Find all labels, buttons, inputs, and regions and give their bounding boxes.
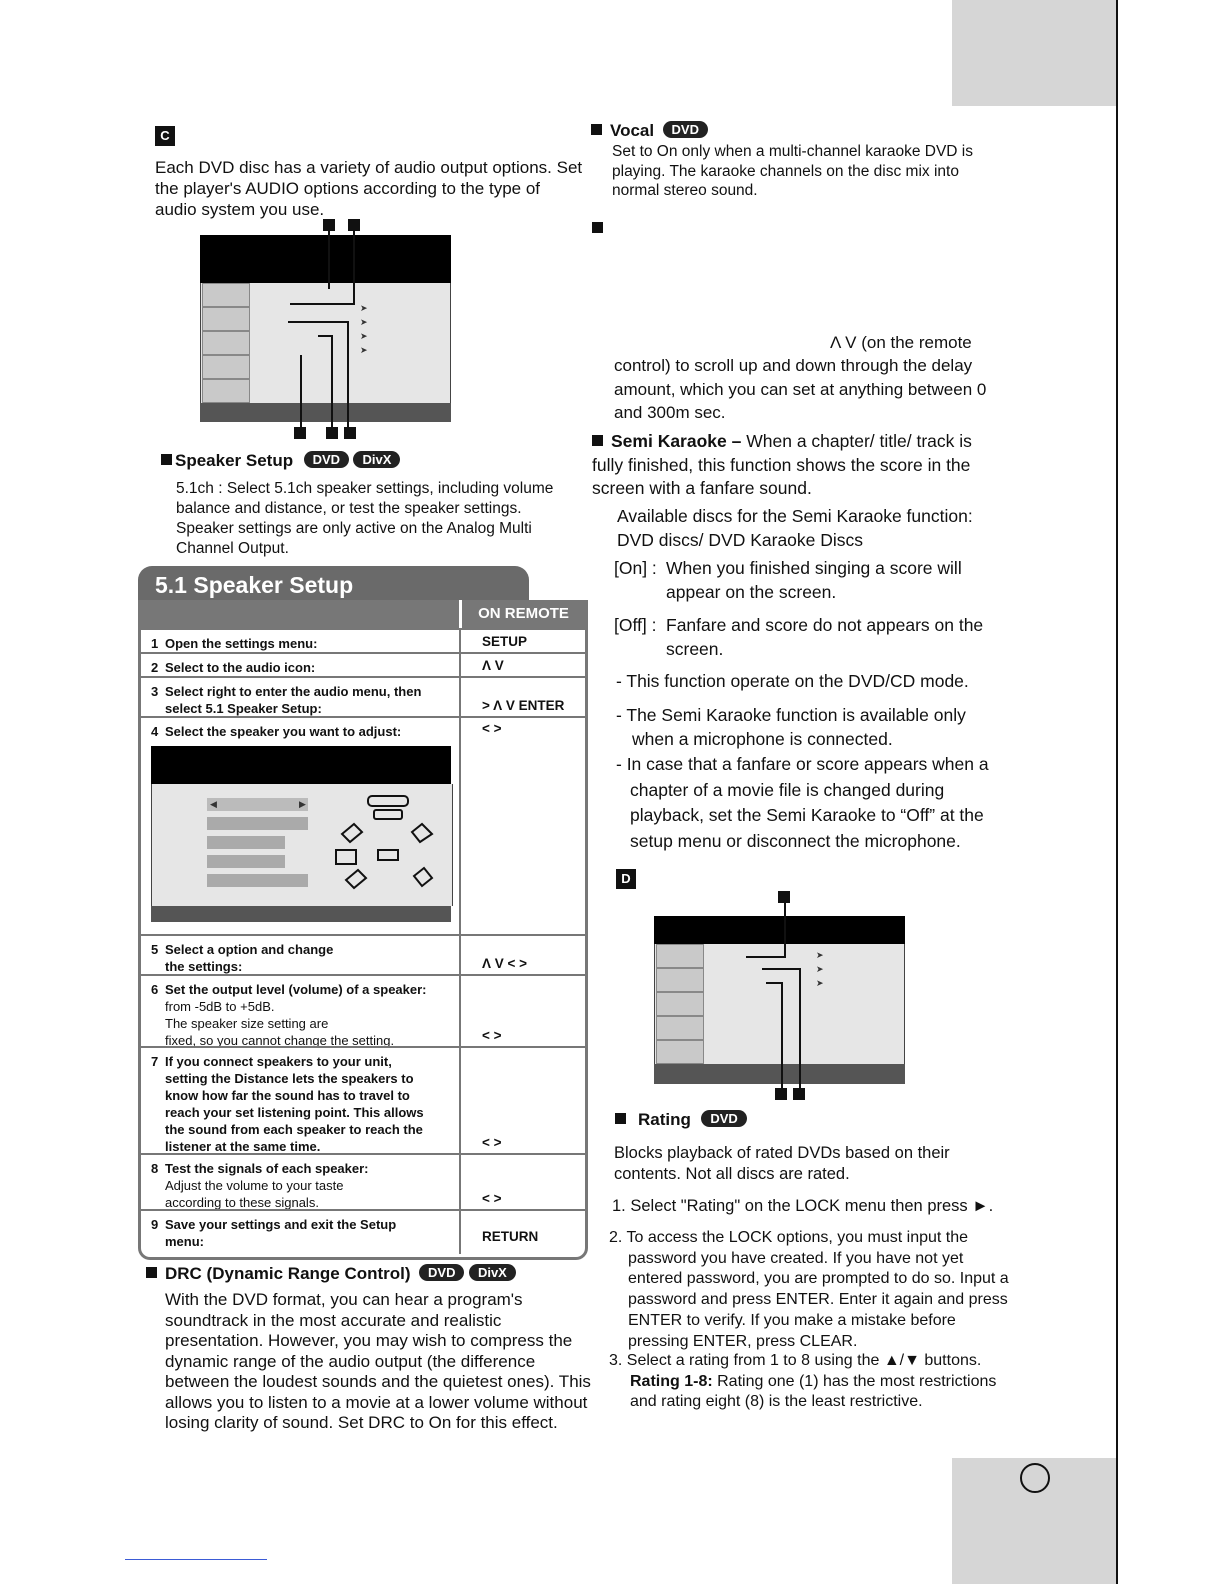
others-icon — [656, 1040, 704, 1064]
callout-marker — [778, 891, 790, 903]
callout-marker — [323, 219, 335, 231]
audio-icon — [202, 283, 250, 307]
av-sync-line1: Λ V (on the remote — [830, 333, 972, 352]
callout-marker — [326, 427, 338, 439]
semi-karaoke-lead: When a chapter/ title/ track is fully finished, this function shows the score in the screen with a fanfare sound. — [592, 431, 972, 498]
semi-karaoke-off: [Off] : Fanfare and score do not appears on the screen. — [614, 615, 984, 659]
rating-step3: 3. Select a rating from 1 to 8 using the ▲/▼ buttons. Rating 1-8: Rating one (1) has the most restrictions and rating eight (8) is the least restrictive. — [609, 1352, 997, 1410]
rating-body: Blocks playback of rated DVDs based on their contents. Not all discs are rated. — [614, 1144, 950, 1183]
table-row: 2 Select to the audio icon: Λ V — [141, 652, 585, 676]
drc-title: DRC (Dynamic Range Control) — [165, 1264, 411, 1283]
section-letter-c: C — [155, 126, 175, 146]
speaker-setup-table — [138, 600, 588, 1260]
audio-icon — [656, 944, 704, 968]
table-row: 7 If you connect speakers to your unit, setting the Distance lets the speakers to know how far the sound has to travel to reach your set listening point. This allows the sound from each speaker to reach the listener at the same time. < > — [141, 1046, 585, 1153]
vocal-heading — [591, 121, 951, 141]
dvd-badge: DVD — [419, 1264, 464, 1281]
semi-karaoke-note1: - This function operate on the DVD/CD mode. — [616, 671, 969, 691]
vocal-title: Vocal — [610, 121, 655, 140]
drc-body: With the DVD format, you can hear a program's soundtrack in the most accurate and realistic presentation. However, you may wish to compress the dynamic range of the audio output (the difference between the loudest sounds and the quietest ones). This allows you to listen to a movie at a lower volume without losing clarity of sound. Set DRC to On for this effect. — [165, 1290, 591, 1432]
semi-karaoke-on: [On] : When you finished singing a score will appear on the screen. — [614, 558, 962, 602]
section-letter-d: D — [616, 869, 636, 889]
audio-intro: Each DVD disc has a variety of audio output options. Set the player's AUDIO options according to the type of audio system you use. — [155, 158, 583, 219]
table-row: 6 Set the output level (volume) of a speaker: from -5dB to +5dB. The speaker size setting are fixed, so you cannot change the setting. < > — [141, 974, 585, 1046]
speaker-screen-header — [151, 746, 451, 784]
speaker-setup-heading — [161, 451, 461, 471]
drc-heading — [146, 1264, 586, 1284]
callout-marker — [793, 1088, 805, 1100]
footer-rule — [125, 1559, 267, 1560]
speaker-setup-body: 5.1ch : Select 5.1ch speaker settings, including volume balance and distance, or test the speaker settings. Speaker settings are only active on the Analog Multi Channel Output. — [176, 480, 554, 557]
on-remote-header: ON REMOTE — [459, 600, 585, 628]
lock-icon — [202, 355, 250, 379]
divx-badge: DivX — [469, 1264, 516, 1281]
table-title: 5.1 Speaker Setup — [138, 566, 529, 604]
rating-title: Rating — [638, 1110, 691, 1129]
page-number-circle — [1020, 1463, 1050, 1493]
sidebar-tab-top — [952, 0, 1117, 106]
display-icon — [656, 968, 704, 992]
lock-menu-diagram: ➤ ➤ ➤ — [654, 916, 905, 1084]
semi-karaoke-title: Semi Karaoke — [611, 431, 727, 451]
language-icon — [656, 992, 704, 1016]
av-sync-body: control) to scroll up and down through the delay amount, which you can set at anything between 0 and 300m sec. — [614, 356, 987, 422]
rating-step2: 2. To access the LOCK options, you must input the password you have created. If you have not yet entered password, you are prompted to do so. Input a password and press ENTER. Enter it again and press ENTER to verify. If you make a mistake before pressing ENTER, press CLEAR. — [609, 1229, 1009, 1350]
divx-badge: DivX — [353, 451, 400, 468]
callout-marker — [294, 427, 306, 439]
table-row: 3 Select right to enter the audio menu, then select 5.1 Speaker Setup: > Λ V ENTER — [141, 676, 585, 716]
table-row: 9 Save your settings and exit the Setup menu: RETURN — [141, 1209, 585, 1254]
callout-marker — [344, 427, 356, 439]
table-row: 8 Test the signals of each speaker: Adjust the volume to your taste according to these signals. < > — [141, 1153, 585, 1209]
rating-step1: 1. Select "Rating" on the LOCK menu then press ►. — [612, 1197, 994, 1215]
dvd-badge: DVD — [663, 121, 708, 138]
semi-karaoke-note3: - In case that a fanfare or score appears when a chapter of a movie file is changed during playback, set the Semi Karaoke to “Off” at the setup menu or disconnect the microphone. — [616, 754, 989, 851]
dvd-badge: DVD — [701, 1110, 746, 1127]
language-icon — [202, 331, 250, 355]
semi-karaoke-section: Semi Karaoke – When a chapter/ title/ track is fully finished, this function shows the score in the screen with a fanfare sound. — [592, 431, 972, 498]
callout-marker — [775, 1088, 787, 1100]
display-icon — [202, 307, 250, 331]
speaker-screen: ◀ ▶ — [151, 784, 453, 906]
others-icon — [202, 379, 250, 403]
speaker-setup-title: Speaker Setup — [175, 451, 294, 470]
table-row: 5 Select a option and change the settings: Λ V < > — [141, 934, 585, 974]
page-edge-line — [1116, 0, 1118, 1584]
audio-menu-diagram: ➤ ➤ ➤ ➤ — [200, 235, 451, 422]
av-sync-bullet — [592, 222, 603, 233]
semi-karaoke-available: Available discs for the Semi Karaoke function: DVD discs/ DVD Karaoke Discs — [617, 506, 973, 550]
vocal-body: Set to On only when a multi-channel karaoke DVD is playing. The karaoke channels on the disc mix into normal stereo sound. — [612, 143, 973, 199]
lock-icon — [656, 1016, 704, 1040]
speaker-layout-icon — [332, 792, 442, 892]
dvd-badge: DVD — [304, 451, 349, 468]
table-row: 4 Select the speaker you want to adjust: < > ◀ ▶ — [141, 716, 585, 934]
table-row: 1 Open the settings menu: SETUP — [141, 628, 585, 652]
semi-karaoke-note2: - The Semi Karaoke function is available only when a microphone is connected. — [616, 705, 966, 749]
rating-heading — [615, 1110, 955, 1130]
table-header — [141, 600, 585, 628]
speaker-screen-footer — [151, 906, 451, 922]
callout-marker — [348, 219, 360, 231]
